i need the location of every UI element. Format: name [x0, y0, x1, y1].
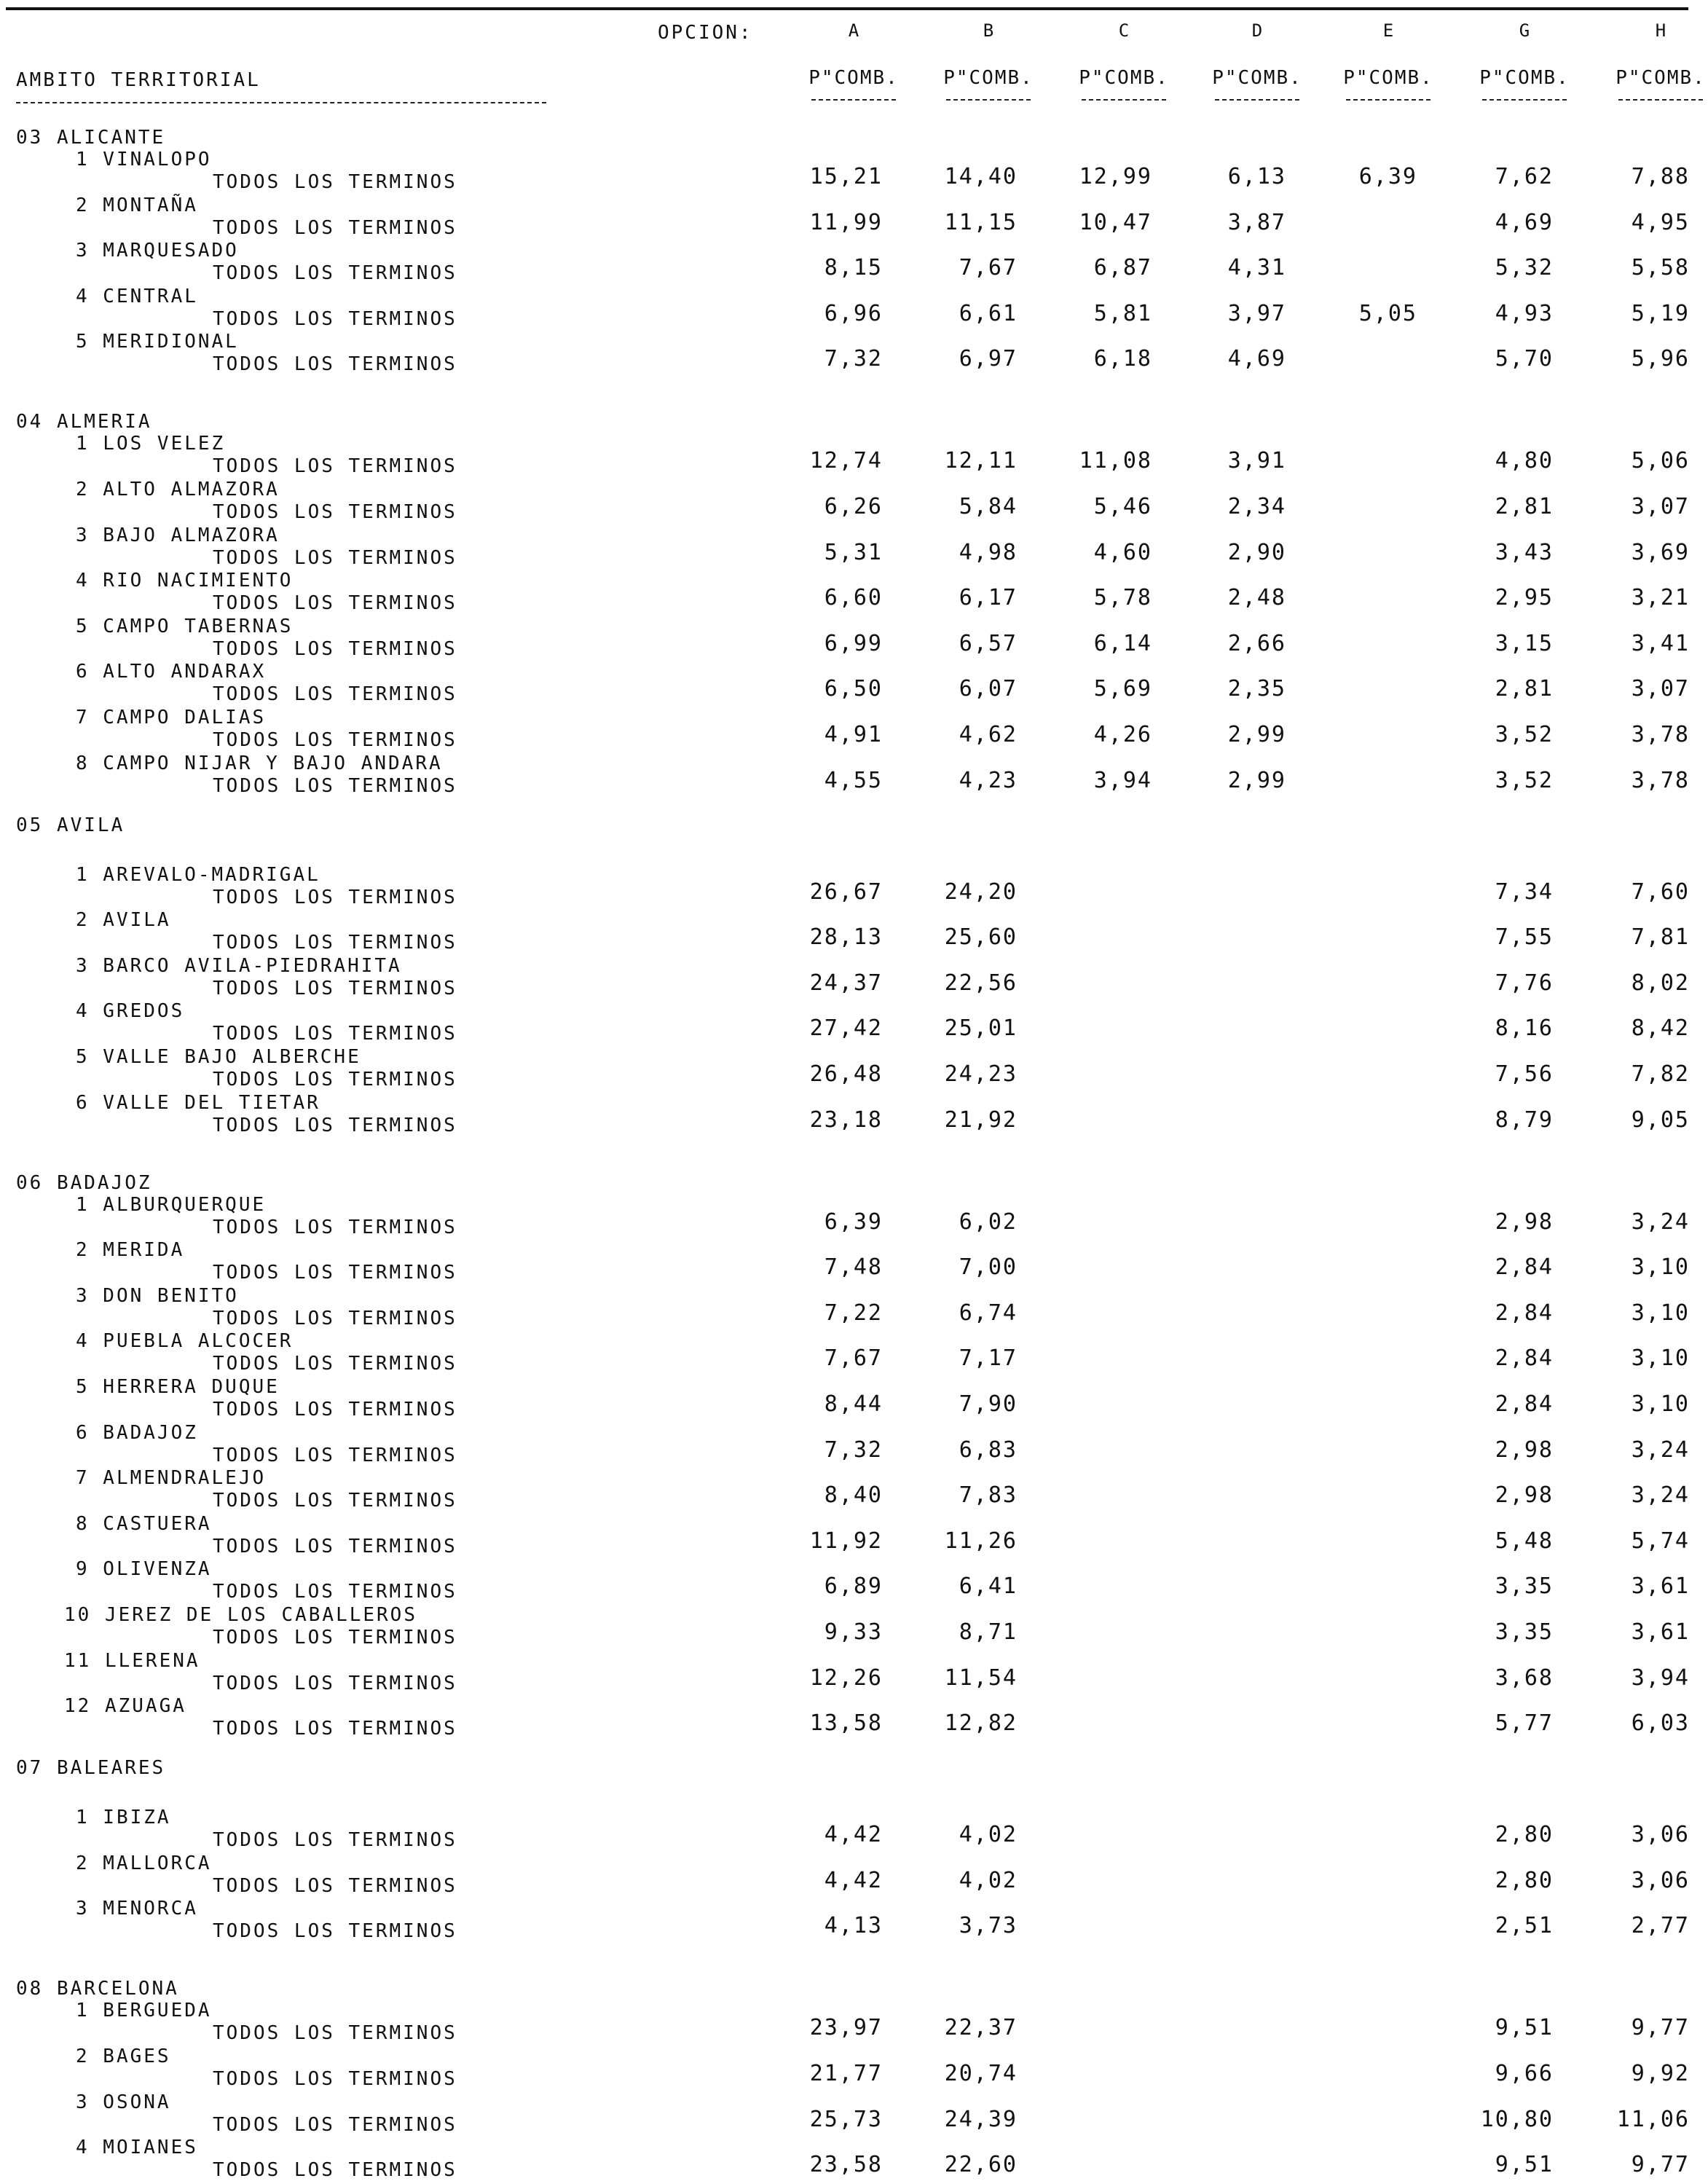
value-cell: 4,98 [959, 539, 1018, 565]
value-cell: 2,99 [1227, 722, 1286, 747]
value-cell: 6,13 [1227, 164, 1286, 189]
region-name: 1 ALBURQUERQUE [76, 1193, 267, 1216]
region-name: 3 MARQUESADO [76, 240, 239, 262]
value-cell: 4,02 [959, 1867, 1018, 1893]
region-name: 9 OLIVENZA [76, 1558, 212, 1581]
value-cell: 23,18 [809, 1107, 883, 1133]
ambito-underline [16, 102, 546, 103]
column-letter-e: E [1382, 20, 1394, 41]
todos-los-terminos-label: TODOS LOS TERMINOS [213, 2068, 457, 2090]
value-cell: 2,99 [1227, 767, 1286, 793]
region-name: 4 PUEBLA ALCOCER [76, 1330, 294, 1353]
column-underline [1346, 99, 1430, 101]
value-cell: 4,91 [824, 722, 883, 747]
value-cell: 6,74 [959, 1300, 1018, 1326]
column-pcomb-h: P"COMB. [1615, 67, 1706, 89]
value-cell: 2,48 [1227, 585, 1286, 611]
value-cell: 11,06 [1616, 2106, 1690, 2132]
value-cell: 3,94 [1093, 767, 1152, 793]
value-cell: 3,24 [1631, 1482, 1690, 1509]
value-cell: 5,81 [1093, 300, 1152, 326]
value-cell: 8,44 [824, 1391, 883, 1417]
value-cell: 11,15 [944, 209, 1018, 235]
value-cell: 3,68 [1495, 1665, 1554, 1691]
value-cell: 2,77 [1631, 1913, 1690, 1939]
todos-los-terminos-label: TODOS LOS TERMINOS [213, 1920, 457, 1943]
value-cell: 3,07 [1631, 676, 1690, 702]
value-cell: 13,58 [809, 1710, 883, 1737]
value-cell: 2,98 [1495, 1209, 1554, 1235]
todos-los-terminos-label: TODOS LOS TERMINOS [213, 1307, 457, 1329]
region-name: 7 CAMPO DALIAS [76, 707, 267, 728]
value-cell: 25,73 [809, 2106, 883, 2132]
todos-los-terminos-label: TODOS LOS TERMINOS [213, 546, 457, 569]
value-cell: 9,92 [1631, 2061, 1690, 2086]
todos-los-terminos-label: TODOS LOS TERMINOS [213, 1399, 457, 1420]
province-heading: 08 BARCELONA [16, 1978, 179, 2000]
value-cell: 6,97 [959, 346, 1018, 372]
top-rule [6, 7, 1688, 10]
value-cell: 7,56 [1495, 1061, 1554, 1087]
region-name: 1 AREVALO-MADRIGAL [76, 863, 320, 886]
value-cell: 6,50 [824, 676, 883, 702]
value-cell: 10,80 [1480, 2106, 1554, 2132]
value-cell: 7,62 [1495, 164, 1554, 189]
region-name: 4 CENTRAL [76, 285, 198, 307]
value-cell: 5,78 [1093, 585, 1152, 611]
value-cell: 6,61 [959, 300, 1018, 326]
value-cell: 11,26 [944, 1528, 1018, 1554]
column-underline [1482, 99, 1567, 101]
value-cell: 24,20 [944, 879, 1018, 905]
value-cell: 6,39 [824, 1209, 883, 1235]
column-letter-h: H [1655, 20, 1666, 41]
value-cell: 21,77 [809, 2061, 883, 2086]
todos-los-terminos-label: TODOS LOS TERMINOS [213, 1114, 457, 1136]
value-cell: 12,99 [1079, 164, 1152, 189]
value-cell: 4,62 [959, 722, 1018, 747]
column-pcomb-d: P"COMB. [1212, 67, 1302, 89]
todos-los-terminos-label: TODOS LOS TERMINOS [213, 1444, 457, 1466]
column-pcomb-e: P"COMB. [1343, 67, 1433, 89]
value-cell: 7,60 [1631, 879, 1690, 905]
value-cell: 3,41 [1631, 630, 1690, 656]
value-cell: 11,92 [809, 1528, 883, 1554]
value-cell: 2,98 [1495, 1437, 1554, 1463]
value-cell: 7,48 [824, 1254, 883, 1281]
value-cell: 2,98 [1495, 1482, 1554, 1509]
value-cell: 3,61 [1631, 1619, 1690, 1645]
value-cell: 5,74 [1631, 1528, 1690, 1554]
region-name: 2 MALLORCA [76, 1852, 212, 1874]
value-cell: 5,05 [1358, 300, 1417, 326]
value-cell: 28,13 [809, 924, 883, 951]
region-name: 6 VALLE DEL TIETAR [76, 1091, 320, 1114]
value-cell: 8,79 [1495, 1107, 1554, 1133]
region-name: 3 BARCO AVILA-PIEDRAHITA [76, 954, 402, 977]
value-cell: 4,42 [824, 1822, 883, 1848]
value-cell: 9,66 [1495, 2061, 1554, 2086]
value-cell: 5,06 [1631, 448, 1690, 474]
value-cell: 4,80 [1495, 448, 1554, 474]
region-name: 3 MENORCA [76, 1898, 198, 1920]
value-cell: 7,22 [824, 1300, 883, 1326]
value-cell: 6,41 [959, 1573, 1018, 1600]
value-cell: 4,31 [1227, 255, 1286, 281]
todos-los-terminos-label: TODOS LOS TERMINOS [213, 1718, 457, 1740]
value-cell: 3,21 [1631, 585, 1690, 611]
region-name: 3 OSONA [76, 2091, 171, 2113]
region-name: 5 CAMPO TABERNAS [76, 615, 294, 637]
value-cell: 2,51 [1495, 1913, 1554, 1939]
value-cell: 4,69 [1495, 209, 1554, 235]
value-cell: 12,74 [809, 448, 883, 474]
column-letter-b: B [983, 20, 994, 41]
value-cell: 6,14 [1093, 630, 1152, 656]
value-cell: 3,69 [1631, 539, 1690, 565]
value-cell: 2,80 [1495, 1822, 1554, 1848]
region-name: 6 BADAJOZ [76, 1421, 198, 1444]
value-cell: 7,17 [959, 1345, 1018, 1372]
region-name: 4 GREDOS [76, 1000, 185, 1023]
value-cell: 6,02 [959, 1209, 1018, 1235]
value-cell: 7,88 [1631, 164, 1690, 189]
value-cell: 3,52 [1495, 722, 1554, 747]
region-name: 6 ALTO ANDARAX [76, 661, 267, 683]
region-name: 2 MERIDA [76, 1239, 185, 1262]
value-cell: 2,81 [1495, 494, 1554, 519]
value-cell: 2,81 [1495, 676, 1554, 702]
value-cell: 2,84 [1495, 1300, 1554, 1326]
value-cell: 5,32 [1495, 255, 1554, 281]
todos-los-terminos-label: TODOS LOS TERMINOS [213, 1353, 457, 1375]
value-cell: 22,37 [944, 2015, 1018, 2041]
value-cell: 3,10 [1631, 1300, 1690, 1326]
value-cell: 7,00 [959, 1254, 1018, 1281]
value-cell: 2,80 [1495, 1867, 1554, 1893]
value-cell: 5,84 [959, 494, 1018, 519]
todos-los-terminos-label: TODOS LOS TERMINOS [213, 729, 457, 751]
value-cell: 10,47 [1079, 209, 1152, 235]
region-name: 11 LLERENA [64, 1649, 200, 1672]
region-name: 8 CAMPO NIJAR Y BAJO ANDARA [76, 752, 443, 774]
todos-los-terminos-label: TODOS LOS TERMINOS [213, 1672, 457, 1694]
value-cell: 4,95 [1631, 209, 1690, 235]
value-cell: 9,77 [1631, 2152, 1690, 2178]
region-name: 2 ALTO ALMAZORA [76, 479, 280, 500]
todos-los-terminos-label: TODOS LOS TERMINOS [213, 1262, 457, 1284]
value-cell: 26,67 [809, 879, 883, 905]
value-cell: 5,69 [1093, 676, 1152, 702]
value-cell: 3,78 [1631, 722, 1690, 747]
todos-los-terminos-label: TODOS LOS TERMINOS [213, 886, 457, 908]
todos-los-terminos-label: TODOS LOS TERMINOS [213, 2022, 457, 2045]
region-name: 5 HERRERA DUQUE [76, 1376, 280, 1398]
value-cell: 3,15 [1495, 630, 1554, 656]
column-underline [1082, 99, 1166, 101]
todos-los-terminos-label: TODOS LOS TERMINOS [213, 2113, 457, 2136]
column-underline [946, 99, 1031, 101]
value-cell: 12,26 [809, 1665, 883, 1691]
value-cell: 22,56 [944, 970, 1018, 996]
province-heading: 05 AVILA [16, 814, 125, 836]
todos-los-terminos-label: TODOS LOS TERMINOS [213, 932, 457, 954]
value-cell: 2,66 [1227, 630, 1286, 656]
todos-los-terminos-label: TODOS LOS TERMINOS [213, 1581, 457, 1603]
column-letter-d: D [1251, 20, 1263, 41]
value-cell: 3,35 [1495, 1573, 1554, 1600]
todos-los-terminos-label: TODOS LOS TERMINOS [213, 216, 457, 239]
region-name: 1 VINALOPO [76, 149, 212, 170]
value-cell: 8,40 [824, 1482, 883, 1509]
todos-los-terminos-label: TODOS LOS TERMINOS [213, 1627, 457, 1648]
value-cell: 9,77 [1631, 2015, 1690, 2041]
value-cell: 4,02 [959, 1822, 1018, 1848]
value-cell: 27,42 [809, 1015, 883, 1042]
value-cell: 2,84 [1495, 1391, 1554, 1417]
value-cell: 9,05 [1631, 1107, 1690, 1133]
value-cell: 9,51 [1495, 2152, 1554, 2178]
value-cell: 24,23 [944, 1061, 1018, 1087]
value-cell: 4,55 [824, 767, 883, 793]
value-cell: 6,89 [824, 1573, 883, 1600]
todos-los-terminos-label: TODOS LOS TERMINOS [213, 1829, 457, 1852]
value-cell: 2,95 [1495, 585, 1554, 611]
value-cell: 7,81 [1631, 924, 1690, 951]
value-cell: 3,97 [1227, 300, 1286, 326]
value-cell: 3,24 [1631, 1209, 1690, 1235]
value-cell: 3,91 [1227, 448, 1286, 474]
column-letter-g: G [1519, 20, 1530, 41]
province-heading: 07 BALEARES [16, 1757, 166, 1780]
value-cell: 21,92 [944, 1107, 1018, 1133]
value-cell: 8,42 [1631, 1015, 1690, 1042]
todos-los-terminos-label: TODOS LOS TERMINOS [213, 501, 457, 523]
region-name: 4 RIO NACIMIENTO [76, 570, 294, 592]
value-cell: 2,90 [1227, 539, 1286, 565]
value-cell: 5,70 [1495, 346, 1554, 372]
value-cell: 6,87 [1093, 255, 1152, 281]
value-cell: 2,84 [1495, 1254, 1554, 1281]
region-name: 5 MERIDIONAL [76, 331, 239, 353]
value-cell: 3,35 [1495, 1619, 1554, 1645]
value-cell: 6,99 [824, 630, 883, 656]
value-cell: 4,93 [1495, 300, 1554, 326]
value-cell: 8,71 [959, 1619, 1018, 1645]
value-cell: 7,32 [824, 1437, 883, 1463]
todos-los-terminos-label: TODOS LOS TERMINOS [213, 262, 457, 285]
value-cell: 3,24 [1631, 1437, 1690, 1463]
column-pcomb-g: P"COMB. [1479, 67, 1570, 89]
column-letter-a: A [848, 20, 859, 41]
column-pcomb-b: P"COMB. [943, 67, 1034, 89]
value-cell: 3,61 [1631, 1573, 1690, 1600]
value-cell: 7,83 [959, 1482, 1018, 1509]
value-cell: 3,06 [1631, 1867, 1690, 1893]
value-cell: 3,94 [1631, 1665, 1690, 1691]
todos-los-terminos-label: TODOS LOS TERMINOS [213, 1874, 457, 1897]
value-cell: 6,57 [959, 630, 1018, 656]
value-cell: 24,37 [809, 970, 883, 996]
region-name: 3 BAJO ALMAZORA [76, 524, 280, 546]
todos-los-terminos-label: TODOS LOS TERMINOS [213, 977, 457, 999]
value-cell: 3,52 [1495, 767, 1554, 793]
column-underline [1618, 99, 1703, 101]
value-cell: 6,03 [1631, 1710, 1690, 1737]
value-cell: 5,48 [1495, 1528, 1554, 1554]
value-cell: 4,60 [1093, 539, 1152, 565]
value-cell: 5,46 [1093, 494, 1152, 519]
column-pcomb-a: P"COMB. [808, 67, 899, 89]
value-cell: 3,07 [1631, 494, 1690, 519]
region-name: 7 ALMENDRALEJO [76, 1467, 267, 1490]
value-cell: 11,54 [944, 1665, 1018, 1691]
todos-los-terminos-label: TODOS LOS TERMINOS [213, 2159, 457, 2181]
value-cell: 4,23 [959, 767, 1018, 793]
column-letter-c: C [1118, 20, 1130, 41]
value-cell: 8,15 [824, 255, 883, 281]
value-cell: 9,33 [824, 1619, 883, 1645]
value-cell: 7,34 [1495, 879, 1554, 905]
value-cell: 2,35 [1227, 676, 1286, 702]
value-cell: 7,82 [1631, 1061, 1690, 1087]
region-name: 10 JEREZ DE LOS CABALLEROS [64, 1604, 417, 1626]
value-cell: 6,07 [959, 676, 1018, 702]
province-heading: 03 ALICANTE [16, 127, 166, 149]
opcion-label: OPCION: [658, 22, 753, 44]
column-pcomb-c: P"COMB. [1079, 67, 1169, 89]
value-cell: 15,21 [809, 164, 883, 189]
value-cell: 5,31 [824, 539, 883, 565]
value-cell: 12,11 [944, 448, 1018, 474]
value-cell: 11,99 [809, 209, 883, 235]
region-name: 1 IBIZA [76, 1807, 171, 1829]
value-cell: 8,02 [1631, 970, 1690, 996]
ambito-territorial-heading: AMBITO TERRITORIAL [16, 69, 261, 91]
value-cell: 5,96 [1631, 346, 1690, 372]
value-cell: 6,60 [824, 585, 883, 611]
value-cell: 4,26 [1093, 722, 1152, 747]
region-name: 1 BERGUEDA [76, 2000, 212, 2022]
value-cell: 23,58 [809, 2152, 883, 2178]
region-name: 4 MOIANES [76, 2137, 198, 2159]
todos-los-terminos-label: TODOS LOS TERMINOS [213, 455, 457, 478]
region-name: 2 AVILA [76, 909, 171, 932]
value-cell: 4,13 [824, 1913, 883, 1939]
todos-los-terminos-label: TODOS LOS TERMINOS [213, 307, 457, 330]
value-cell: 7,32 [824, 346, 883, 372]
value-cell: 7,55 [1495, 924, 1554, 951]
todos-los-terminos-label: TODOS LOS TERMINOS [213, 1490, 457, 1512]
province-heading: 04 ALMERIA [16, 411, 152, 433]
value-cell: 7,67 [824, 1345, 883, 1372]
value-cell: 23,97 [809, 2015, 883, 2041]
value-cell: 20,74 [944, 2061, 1018, 2086]
region-name: 2 BAGES [76, 2046, 171, 2067]
todos-los-terminos-label: TODOS LOS TERMINOS [213, 637, 457, 660]
value-cell: 5,19 [1631, 300, 1690, 326]
region-name: 5 VALLE BAJO ALBERCHE [76, 1046, 361, 1068]
column-underline [811, 99, 896, 101]
todos-los-terminos-label: TODOS LOS TERMINOS [213, 353, 457, 376]
value-cell: 4,42 [824, 1867, 883, 1893]
region-name: 1 LOS VELEZ [76, 433, 226, 455]
value-cell: 3,10 [1631, 1345, 1690, 1372]
region-name: 8 CASTUERA [76, 1512, 212, 1535]
todos-los-terminos-label: TODOS LOS TERMINOS [213, 1216, 457, 1238]
value-cell: 2,34 [1227, 494, 1286, 519]
value-cell: 3,73 [959, 1913, 1018, 1939]
region-name: 3 DON BENITO [76, 1284, 239, 1307]
todos-los-terminos-label: TODOS LOS TERMINOS [213, 1069, 457, 1090]
value-cell: 3,78 [1631, 767, 1690, 793]
value-cell: 9,51 [1495, 2015, 1554, 2041]
value-cell: 6,18 [1093, 346, 1152, 372]
value-cell: 6,17 [959, 585, 1018, 611]
value-cell: 2,84 [1495, 1345, 1554, 1372]
value-cell: 3,10 [1631, 1254, 1690, 1281]
value-cell: 14,40 [944, 164, 1018, 189]
value-cell: 25,01 [944, 1015, 1018, 1042]
value-cell: 8,16 [1495, 1015, 1554, 1042]
value-cell: 5,58 [1631, 255, 1690, 281]
value-cell: 7,90 [959, 1391, 1018, 1417]
region-name: 2 MONTAÑA [76, 194, 198, 216]
value-cell: 7,76 [1495, 970, 1554, 996]
value-cell: 5,77 [1495, 1710, 1554, 1737]
value-cell: 3,87 [1227, 209, 1286, 235]
value-cell: 6,39 [1358, 164, 1417, 189]
todos-los-terminos-label: TODOS LOS TERMINOS [213, 683, 457, 706]
value-cell: 26,48 [809, 1061, 883, 1087]
value-cell: 6,83 [959, 1437, 1018, 1463]
value-cell: 25,60 [944, 924, 1018, 951]
todos-los-terminos-label: TODOS LOS TERMINOS [213, 592, 457, 615]
value-cell: 3,06 [1631, 1822, 1690, 1848]
value-cell: 22,60 [944, 2152, 1018, 2178]
region-name: 12 AZUAGA [64, 1695, 186, 1718]
province-heading: 06 BADAJOZ [16, 1171, 152, 1194]
column-underline [1215, 99, 1299, 101]
value-cell: 4,69 [1227, 346, 1286, 372]
todos-los-terminos-label: TODOS LOS TERMINOS [213, 1535, 457, 1557]
todos-los-terminos-label: TODOS LOS TERMINOS [213, 774, 457, 797]
todos-los-terminos-label: TODOS LOS TERMINOS [213, 171, 457, 193]
value-cell: 11,08 [1079, 448, 1152, 474]
value-cell: 3,10 [1631, 1391, 1690, 1417]
value-cell: 7,67 [959, 255, 1018, 281]
value-cell: 24,39 [944, 2106, 1018, 2132]
value-cell: 6,96 [824, 300, 883, 326]
value-cell: 3,43 [1495, 539, 1554, 565]
todos-los-terminos-label: TODOS LOS TERMINOS [213, 1023, 457, 1045]
value-cell: 12,82 [944, 1710, 1018, 1737]
value-cell: 6,26 [824, 494, 883, 519]
